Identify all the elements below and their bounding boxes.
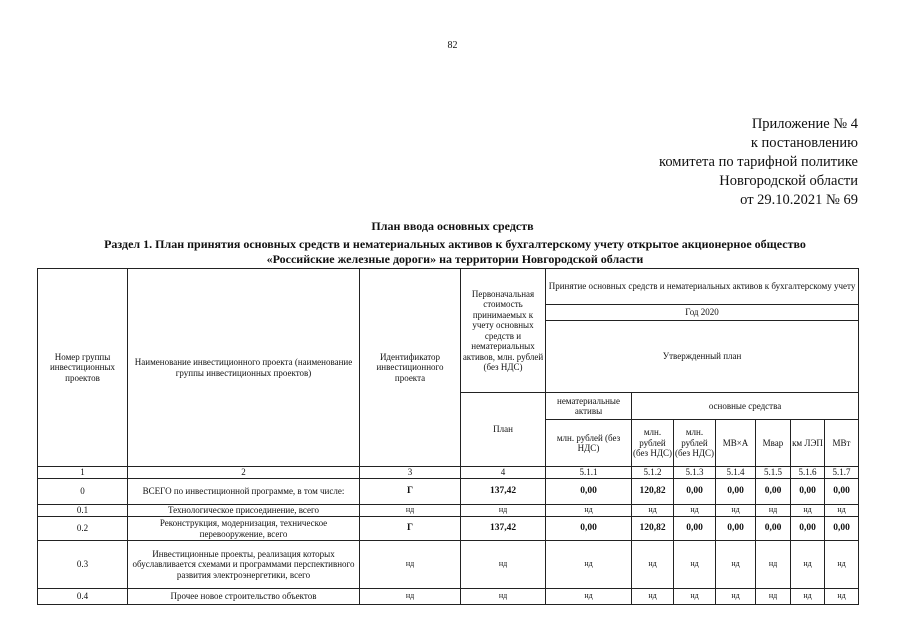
header-mvt: МВт bbox=[825, 420, 859, 467]
row-value: нд bbox=[756, 541, 791, 589]
header-mln-rub-col1: млн. рублей (без НДС) bbox=[632, 420, 674, 467]
row-id: Г bbox=[360, 517, 461, 541]
appendix-line: от 29.10.2021 № 69 bbox=[740, 192, 858, 208]
row-id: нд bbox=[360, 589, 461, 605]
header-mva: МВ×А bbox=[716, 420, 756, 467]
row-value: 0,00 bbox=[674, 517, 716, 541]
row-name: Реконструкция, модернизация, техническое перевооружение, всего bbox=[128, 517, 360, 541]
column-number: 4 bbox=[461, 467, 546, 479]
header-mln-rub-col2: млн. рублей (без НДС) bbox=[674, 420, 716, 467]
header-mvar: Мвар bbox=[756, 420, 791, 467]
header-intangible: нематериальные активы bbox=[546, 393, 632, 420]
header-acceptance: Принятие основных средств и нематериальных активов к бухгалтерскому учету bbox=[546, 269, 859, 305]
row-intangible: 0,00 bbox=[546, 479, 632, 505]
page-number: 82 bbox=[447, 40, 458, 51]
row-value: 120,82 bbox=[632, 479, 674, 505]
row-plan: нд bbox=[461, 541, 546, 589]
row-value: нд bbox=[716, 541, 756, 589]
row-name: Технологическое присоединение, всего bbox=[128, 505, 360, 517]
row-number: 0.4 bbox=[38, 589, 128, 605]
row-value: нд bbox=[632, 589, 674, 605]
row-value: нд bbox=[791, 505, 825, 517]
row-value: 0,00 bbox=[756, 479, 791, 505]
row-value: 0,00 bbox=[791, 479, 825, 505]
header-km-lep: км ЛЭП bbox=[791, 420, 825, 467]
column-number: 5.1.3 bbox=[674, 467, 716, 479]
assets-table bbox=[37, 268, 859, 605]
row-value: нд bbox=[825, 589, 859, 605]
row-value: 0,00 bbox=[674, 479, 716, 505]
plan-title: План ввода основных средств bbox=[371, 219, 534, 233]
table-row bbox=[38, 505, 859, 517]
header-approved-plan: Утвержденный план bbox=[546, 321, 859, 393]
row-plan: 137,42 bbox=[461, 479, 546, 505]
table-row bbox=[38, 589, 859, 605]
row-value: 120,82 bbox=[632, 517, 674, 541]
table-row bbox=[38, 479, 859, 505]
header-project-name: Наименование инвестиционного проекта (наименование группы инвестиционных проектов) bbox=[128, 269, 360, 467]
appendix-line: к постановлению bbox=[750, 135, 858, 151]
header-mln-rub: млн. рублей (без НДС) bbox=[546, 420, 632, 467]
row-plan: нд bbox=[461, 505, 546, 517]
row-id: Г bbox=[360, 479, 461, 505]
row-value: 0,00 bbox=[791, 517, 825, 541]
row-value: нд bbox=[791, 541, 825, 589]
row-id: нд bbox=[360, 541, 461, 589]
header-initial-cost: Первоначальная стоимость принимаемых к учету основных средств и нематериальных активов, млн. рублей (без НДС) bbox=[461, 269, 546, 393]
header-group-number: Номер группы инвестиционных проектов bbox=[38, 269, 128, 467]
row-value: 0,00 bbox=[825, 479, 859, 505]
row-plan: нд bbox=[461, 589, 546, 605]
row-name: Инвестиционные проекты, реализация которых обуславливается схемами и программами перспективного развития электроэнергетики, всего bbox=[128, 541, 360, 589]
row-intangible: 0,00 bbox=[546, 517, 632, 541]
row-number: 0 bbox=[38, 479, 128, 505]
header-fixed-assets: основные средства bbox=[632, 393, 859, 420]
row-value: нд bbox=[756, 589, 791, 605]
row-value: 0,00 bbox=[756, 517, 791, 541]
row-value: нд bbox=[716, 505, 756, 517]
appendix-line: Приложение № 4 bbox=[751, 116, 858, 132]
row-number: 0.2 bbox=[38, 517, 128, 541]
row-value: нд bbox=[674, 589, 716, 605]
column-number: 2 bbox=[128, 467, 360, 479]
row-value: 0,00 bbox=[825, 517, 859, 541]
row-value: нд bbox=[674, 541, 716, 589]
column-number: 5.1.2 bbox=[632, 467, 674, 479]
row-number: 0.3 bbox=[38, 541, 128, 589]
row-value: нд bbox=[632, 505, 674, 517]
row-intangible: нд bbox=[546, 541, 632, 589]
table-row bbox=[38, 541, 859, 589]
table-row bbox=[38, 517, 859, 541]
row-plan: 137,42 bbox=[461, 517, 546, 541]
row-value: 0,00 bbox=[716, 517, 756, 541]
header-year: Год 2020 bbox=[546, 305, 859, 321]
row-value: нд bbox=[716, 589, 756, 605]
row-value: нд bbox=[632, 541, 674, 589]
column-number: 5.1.1 bbox=[546, 467, 632, 479]
row-value: нд bbox=[756, 505, 791, 517]
row-value: нд bbox=[674, 505, 716, 517]
row-id: нд bbox=[360, 505, 461, 517]
header-plan: План bbox=[461, 393, 546, 467]
row-number: 0.1 bbox=[38, 505, 128, 517]
column-number: 5.1.7 bbox=[825, 467, 859, 479]
column-number: 3 bbox=[360, 467, 461, 479]
row-value: нд bbox=[825, 505, 859, 517]
appendix-line: комитета по тарифной политике bbox=[659, 154, 858, 170]
column-number: 5.1.6 bbox=[791, 467, 825, 479]
row-value: нд bbox=[825, 541, 859, 589]
appendix-line: Новгородской области bbox=[719, 173, 858, 189]
section-title-line: Раздел 1. План принятия основных средств и нематериальных активов к бухгалтерскому учету открытое акционерное общество bbox=[104, 237, 806, 251]
header-project-id: Идентификатор инвестиционного проекта bbox=[360, 269, 461, 467]
section-title bbox=[40, 237, 870, 267]
row-value: нд bbox=[791, 589, 825, 605]
section-title-line: «Российские железные дороги» на территории Новгородской области bbox=[266, 252, 644, 266]
row-intangible: нд bbox=[546, 589, 632, 605]
row-intangible: нд bbox=[546, 505, 632, 517]
row-name: ВСЕГО по инвестиционной программе, в том числе: bbox=[128, 479, 360, 505]
column-number: 5.1.4 bbox=[716, 467, 756, 479]
row-value: 0,00 bbox=[716, 479, 756, 505]
row-name: Прочее новое строительство объектов bbox=[128, 589, 360, 605]
appendix-block bbox=[659, 115, 858, 210]
column-number: 5.1.5 bbox=[756, 467, 791, 479]
column-number: 1 bbox=[38, 467, 128, 479]
